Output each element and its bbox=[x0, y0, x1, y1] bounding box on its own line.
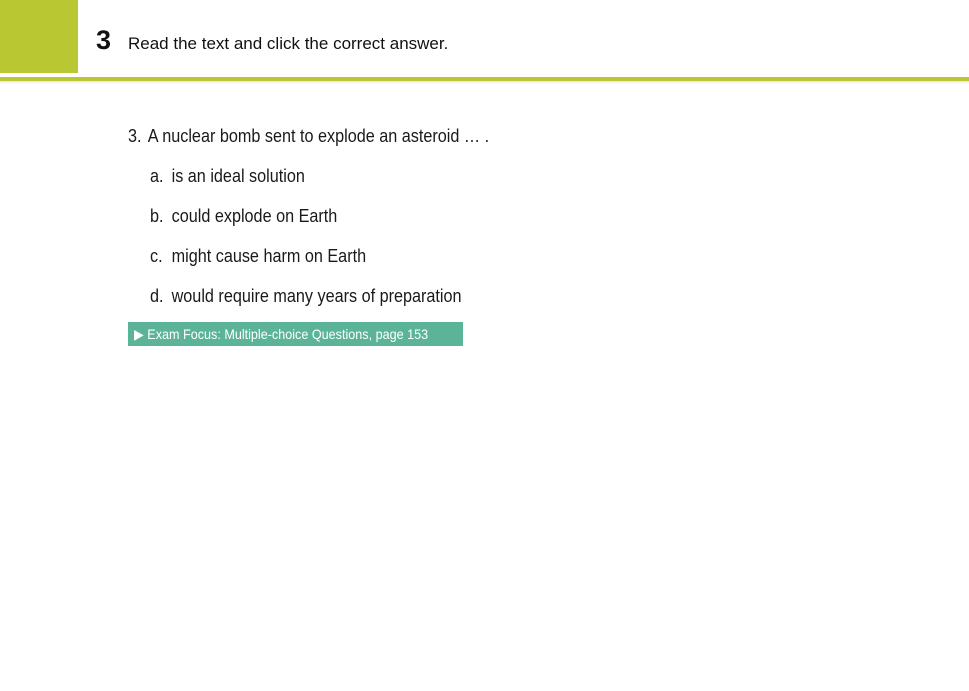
question bbox=[128, 125, 489, 147]
question-number: 3. bbox=[128, 126, 142, 146]
answer-option-b[interactable] bbox=[150, 205, 462, 245]
option-letter: d. bbox=[150, 286, 164, 306]
option-text: is an ideal solution bbox=[171, 166, 305, 186]
option-text: would require many years of preparation bbox=[171, 286, 462, 306]
answer-option-c[interactable] bbox=[150, 245, 462, 285]
exam-focus-link[interactable] bbox=[128, 322, 463, 346]
option-letter: c. bbox=[150, 246, 163, 266]
answer-option-a[interactable] bbox=[150, 165, 462, 205]
question-text: A nuclear bomb sent to explode an asteroid … . bbox=[147, 126, 490, 146]
triangle-right-icon: ▶ bbox=[134, 326, 144, 342]
option-letter: b. bbox=[150, 206, 164, 226]
instruction-text: Read the text and click the correct answer. bbox=[128, 34, 449, 53]
exam-focus-content bbox=[134, 322, 428, 346]
header bbox=[0, 0, 969, 78]
header-shadow bbox=[0, 81, 969, 84]
exercise-number: 3 bbox=[96, 25, 112, 55]
exam-focus-label: Exam Focus: Multiple-choice Questions, page 153 bbox=[147, 326, 429, 342]
option-letter: a. bbox=[150, 166, 164, 186]
header-accent-block bbox=[0, 0, 78, 73]
answer-options bbox=[150, 165, 496, 325]
option-text: might cause harm on Earth bbox=[171, 246, 367, 266]
answer-option-d[interactable] bbox=[150, 285, 462, 325]
option-text: could explode on Earth bbox=[171, 206, 338, 226]
